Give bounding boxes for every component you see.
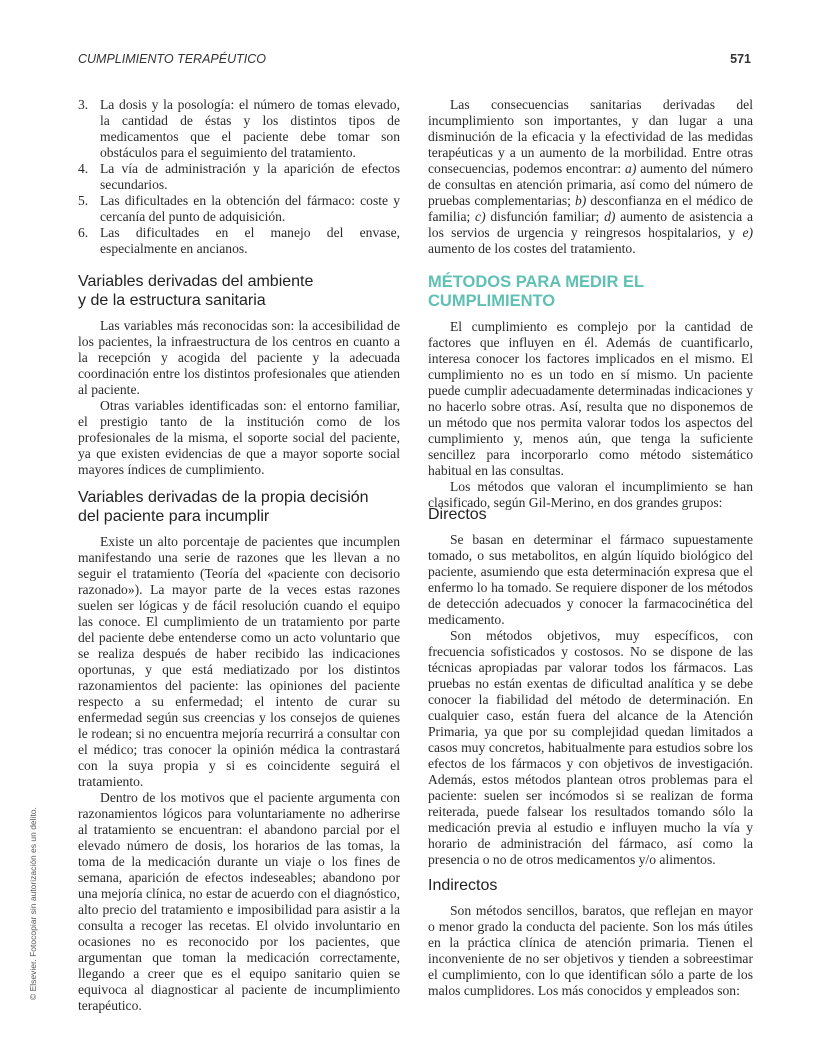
- page-number: 571: [730, 52, 751, 66]
- list-number: 5.: [78, 193, 89, 208]
- paragraph: Son métodos objetivos, muy específicos, con frecuencia sofisticados y costosos. No se dispone de las técnicas apropiadas par valorar todos los fármacos. Las pruebas no están exentas de dificultad analítica y se debe conocer la fiabilidad del método de determinación. En cualquier caso, están fuera del alcance de la Atención Primaria, ya que por su complejidad quedan limitados a casos muy concretos, habitualmente para estudios sobre los efectos de los fármacos y con objetivos de investigación. Además, estos métodos plantean otros problemas para el paciente: suelen ser incómodos si se realizan de forma reiterada, puede falsear los resultados tomando sólo la medicación previa al estudio e influyen mucho la vía y horario de administración del fármaco, así como la presencia o no de otros medicamentos y/o alimentos.: [428, 628, 753, 867]
- section-ambiente: [78, 272, 400, 478]
- paragraph: El cumplimiento es complejo por la cantidad de factores que influyen en él. Además de cuantificarlo, interesa conocer los factores implicados en el mismo. El cumplimiento no es un todo en sí mismo. Un paciente puede cumplir adecuadamente determinadas indicaciones y no hacerlo sobre otras. Así, resulta que no disponemos de un método que nos permita valorar todos los aspectos del cumplimiento y, menos aún, que tenga la suficiente sencillez para incorporarlo como método sistemático habitual en las consultas.: [428, 319, 753, 478]
- paragraph: Los métodos que valoran el incumplimiento se han clasificado, según Gil-Merino, en dos grandes grupos:: [428, 479, 753, 510]
- section-decision-paciente: [78, 488, 400, 1014]
- paragraph: Otras variables identificadas son: el entorno familiar, el prestigio tanto de la institución como de los profesionales de la misma, el soporte social del paciente, ya que existen evidencias de que a mayor soporte social mayores índices de cumplimiento.: [78, 398, 400, 477]
- paragraph: Se basan en determinar el fármaco supuestamente tomado, o sus metabolitos, en algún líquido biológico del paciente, asumiendo que esta determinación expresa que el enfermo lo ha tomado. Se requiere disponer de los métodos de detección adecuados y conocer la farmacocinética del medicamento.: [428, 532, 753, 627]
- list-item: [78, 161, 400, 193]
- copyright-notice: © Elsevier. Fotocopiar sin autorización es un delito.: [28, 807, 38, 1000]
- paragraph: Existe un alto porcentaje de pacientes que incumplen manifestando una serie de razones que les llevan a no seguir el tratamiento (Teoría del «paciente con decisorio razonado»). La mayor parte de la veces estas razones suelen ser lógicas y de fácil resolución cuando el equipo las conoce. El cumplimiento de un tratamiento por parte del paciente debe entenderse como un acto voluntario que se realiza después de haber recibido las indicaciones oportunas, y que está mediatizado por los distintos razonamientos del paciente: las opiniones del paciente respecto a su enfermedad; el intento de curar su enfermedad según sus creencias y los consejos de quienes le rodean; si no encuentra mejoría recurrirá a consultar con el médico; tras conocer la opinión médica la contrastará con la suya propia y si es coincidente seguirá el tratamiento.: [78, 534, 400, 789]
- section-directos: [428, 505, 753, 868]
- subsection-heading: Indirectos: [428, 877, 498, 894]
- paragraph: Son métodos sencillos, baratos, que reflejan en mayor o menor grado la conducta del paciente. Son los más útiles en la práctica clínica de atención primaria. Tienen el inconveniente de no ser objetivos y tienden a sobreestimar el cumplimiento, con lo que identifican sólo a parte de los malos cumplidores. Los más conocidos y empleados son:: [428, 903, 753, 998]
- list-text: Las dificultades en el manejo del envase, especialmente en ancianos.: [100, 225, 400, 256]
- paragraph: Las consecuencias sanitarias derivadas del incumplimiento son importantes, y dan lugar a una disminución de la eficacia y la efectividad de las medidas terapéuticas y a un aumento de la morbilidad. Entre otras consecuencias, podemos encontrar: a) aumento del número de consultas en atención primaria, así como del número de pruebas complementarias; b) desconfianza en el médico de familia; c) disfunción familiar; d) aumento de asistencia a los servios de urgencia y reingresos hospitalarios, y e) aumento de los costes del tratamiento.: [428, 97, 753, 256]
- numbered-list: [78, 97, 400, 257]
- section-indirectos: [428, 876, 753, 999]
- list-number: 4.: [78, 161, 89, 176]
- list-item: [78, 225, 400, 257]
- paragraph: Dentro de los motivos que el paciente argumenta con razonamientos lógicos para voluntariamente no adherirse al tratamiento se encuentran: el abandono parcial por el elevado número de dosis, los horarios de las tomas, la toma de la medicación durante un viaje o los fines de semana, aparición de efectos indeseables; abandono por una mejoría clínica, no estar de acuerdo con el diagnóstico, alto precio del tratamiento e imposibilidad para asistir a la consulta a recoger las recetas. El olvido involuntario en ocasiones no es reconocido por los pacientes, que argumentan que toman la medicación correctamente, llegando a creer que es el equipo sanitario quien se equivoca al diagnosticar al paciente de incumplimiento terapéutico.: [78, 790, 400, 1013]
- section-heading: Variables derivadas del ambiente y de la estructura sanitaria: [78, 273, 314, 309]
- list-number: 6.: [78, 225, 89, 240]
- list-text: La dosis y la posología: el número de tomas elevado, la cantidad de éstas y los distintos tipos de medicamentos que el paciente debe tomar son obstáculos para el seguimiento del tratamiento.: [100, 97, 400, 160]
- running-title: CUMPLIMIENTO TERAPÉUTICO: [78, 52, 266, 66]
- list-item: [78, 97, 400, 161]
- numbered-list-block: [78, 97, 400, 257]
- list-text: Las dificultades en la obtención del fármaco: coste y cercanía del punto de adquisición.: [100, 193, 400, 224]
- main-section-heading: MÉTODOS PARA MEDIR EL CUMPLIMIENTO: [428, 273, 644, 310]
- section-heading: Variables derivadas de la propia decisión del paciente para incumplir: [78, 489, 369, 525]
- subsection-heading: Directos: [428, 506, 487, 523]
- section-metodos: [428, 273, 753, 511]
- list-item: [78, 193, 400, 225]
- list-text: La vía de administración y la aparición de efectos secundarios.: [100, 161, 400, 192]
- paragraph: Las variables más reconocidas son: la accesibilidad de los pacientes, la infraestructura de los centros en cuanto a la recepción y acogida del paciente y la adecuada coordinación entre los distintos profesionales que atienden al paciente.: [78, 318, 400, 397]
- consecuencias-paragraph-block: [428, 97, 753, 257]
- list-number: 3.: [78, 97, 89, 112]
